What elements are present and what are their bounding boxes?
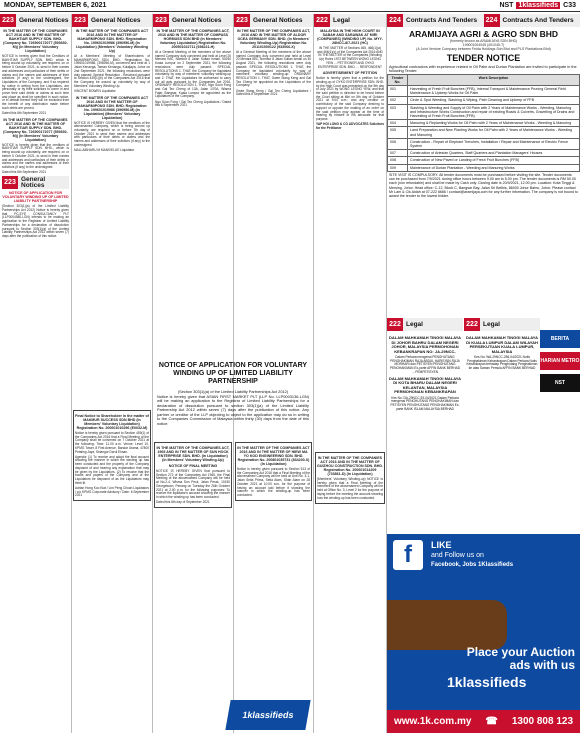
column-3-lower <box>153 440 233 733</box>
legal-notice: DALAM MAHKAMAH TINGGI MALAYA DI JOHOR BAHRU DALAM NEGERI JOHOR, MALAYSIA PERMOHONAN KEBANKRAPAN NO: JA-29NCC- Dalam Perkara mengenai PENGHUTANG PENGHAKIMAN RAJA ABDUL HARIS BIN RAJA MORHARI dan PETISYEN PENGHUTANG PENGHAKIMAN Ex-parte AFFIN BANK BERHAD ... PEMPETISYEN DALAM MAHKAMAH TINGGI MALAYA DI KOTA BHARU DALAM NEGERI KELANTAN, MALAYSIA PERMOHONAN KEBANKRAPAN Kes No: DA-29NCC-93-04/2021 Dalam Perkara mengenai PENGHUTANG PENGHAKIMAN dan PETISYEN PENGHUTANG PENGHAKIMAN Ex-parte BANK ISLAM MALAYSIA BERHAD <box>389 335 461 411</box>
column-5-legal <box>314 14 386 733</box>
page-header <box>0 0 580 12</box>
notice: IN THE MATTER OF THE COMPANIES ACT, 1965 AND IN THE MATTER OF SUN HOCK ENTERPRISE SDN. BHD. (In Liquidation) (In Members' Voluntary Winding-Up) NOTICE OF FINAL MEETING NOTICE IS HEREBY GIVEN that pursuant to Section 272 of the Companies Act 1965, the Final Meeting of the abovenamed Company will be held at No.2-4, Wisma Sun Peck, Jalan Perak, 10150 Georgetown, Penang on Tuesday the 26th October 2021 at 2.00 p.m. for the following purposes: To receive the liquidator's account showing the manner in which the winding up has been conducted. Dated this 6th day of September 2021 <box>154 442 232 508</box>
legal-column-a <box>387 318 463 533</box>
notice: IN THE MATTER OF THE COMPANIES ACT, 2016 AND IN THE MATTER OF COMPASS HORMUSS SDN BHD (In Members' Voluntary Liquidation) Registration No. 200501022711 (698221-H) At a General Meeting of the members of the above named Company duly convened and held at Level 20 Menara IMC, Nombor 8 Jalan Sultan Ismail, 50250 Kuala Lumpur on 2 September 2021, the following resolutions were duly passed: SPECIAL RESOLUTIONS 1. THAT, the Company be liquidated voluntarily by way of members' voluntary winding-up and 2. THAT, the Liquidators be authorised to carry out all acts pursuant to the Companies Act 2016. ORDINARY RESOLUTION 1. THAT, Ngo Soon Fong and Gal Teo Cheng of 13A, Jalan 1/70A, Wisma Fajar, Bangsar, Kuala Lumpur be appointed as the Liquidators of the Company. Ngo Soon Fong / Gal Teo Cheng Liquidators / Dated this 6 September 2021 <box>155 29 231 108</box>
facebook-icon: f <box>393 540 423 570</box>
metro-logo: HARIAN METRO <box>540 352 580 370</box>
section-header: 223 General Notices <box>234 14 313 27</box>
column-4 <box>234 14 313 366</box>
table-row: 001 Harvesting of Fresh Fruit Bunches (FFB), Internal Transport & Maintenance Pruning General Field Maintenance & Upkeep Works for Oil Palm <box>388 86 580 97</box>
tender-notice: 224 Contracts And Tenders 224 Contracts And Tenders ARAMIJAYA AGRI & AGRO SDN BHD (formerly known as ARAMIJAYA SDN BHD) 199001004045 (401045-T) (A Joint Venture Company between Felda Holdings Sdn Bhd and PLS Plantations Bhd) TENDER NOTICE Agricultural contractors with experience related in Oil Palm and Durian Plantation are invited to participate in the following Tender: Tender No. Work Description 001 Harvesting of Fresh Fruit Bunches (FFB), Internal Transport & Maintenance Pruning General Field Maintenance & Upkeep Works for Oil Palm 002 Circle & Spot Weeding, Slashing & Wiping, Path Cleaning and Upkeep of FFB 003 Slashing & Weeding and Supply of Oil Palm with 2 Years of Maintenance Works - Weeding, Manuring and Infrastructure Works Construction and repair of existing Roads & Culverts, Gravelling of Drains and Harvesting of Fresh Fruit Bunches (FFB) 004 Manuring & Replanting Works for Oil Palm with 2 Years of Maintenance Works - Weeding & Manuring 005 Land Preparation and New Planting Works for Oil Palm with 2 Years of Maintenance Works - Weeding and Manuring 006 Construction - Repair of Elephant Trenches, Installation / Repair and Maintenance of Electric Fence System 007 Construction of Artesian Quarters, Staff Quarters and Plantation Managers' Houses 008 Construction of New Paved or Landing of Fresh Fruit Bunches (FFB) 009 Maintenance of Durian Plantation - Weeding and Manuring Works SITE VISIT IS COMPULSORY. All tender documents must be purchased before visiting the site. Tender documents can be purchased from 7/9/2021 during office hours between 9.00 am to 5.00 pm. The tender documents is RM 50.00 each (non refundable) and shall be made by Cash only. Closing date is 20/9/2021, 12.00 pm. Location: Kota Tinggi & Mersing, Johor. Head office: C-12, Block C, Bangsar Bay, Jalan Sri Belibis, 86000 Johor Bahru, Johor. Please contact Mr Lam & Cik Aidah at 07-222 6666 / contact@aramijaya.com for any further information. The company is not bound to award the tender to the lowest bidder. <box>387 14 580 200</box>
notice: IN THE MATTER OF THE COMPANIES ACT, 2016 AND IN THE MATTER OF ALDOR OCEA GERMANY SDN. BHD. (In Members' Voluntary Winding-Up) Registration No. 201101000122 (933066-X) At a General Meeting of the members of the above named Company duly convened and held at Level 20 Menara IMC, Nombor 8 Jalan Sultan Ismail on 30 August 2021, the following resolutions were duly passed: SPECIAL RESOLUTIONS 1. THAT, the Company be liquidated voluntarily by way of members' voluntary winding-up. ORDINARY RESOLUTION 1. THAT, Gwee Siang Keng and Gal Teo Cheng be appointed as the Liquidators of the Company. Gwee Siang Keng / Gal Teo Cheng Liquidators / Dated this 6 September 2021 <box>236 29 311 97</box>
company-name: ARAMIJAYA AGRI & AGRO SDN BHD <box>408 29 559 39</box>
table-row: 007 Construction of Artesian Quarters, Staff Quarters and Plantation Managers' Houses <box>388 150 580 157</box>
table-row: 008 Construction of New Paved or Landing of Fresh Fruit Bunches (FFB) <box>388 157 580 164</box>
auction-ad[interactable]: f LIKE and Follow us on Facebook, Jobs 1Klassifieds Place your Auction ads with us 1klassifieds www.1k.com.my ☎ 1300 808 123 <box>387 534 580 733</box>
nst-logo: NST <box>540 374 580 392</box>
section-header: 223 General Notices <box>153 14 233 27</box>
klassifieds-logo: 1klassifieds <box>225 700 310 730</box>
notice: IN THE MATTER OF THE COMPANIES ACT 2016 AND IN THE MATTER OF BAKHTIAR SUPPLY SDN. BHD. (Company No. 726900172077 (593692-M)) (In Members' Voluntary Liquidation) NOTICE is hereby given that the Creditors of BAKHTIAR SUPPLY SDN. BHD. which is being wound up voluntarily, are required, on or before 5 October 2021, to send in their names and addresses and particulars of their debts or claims and the names and addresses of their solicitors (if any) to the undersigned, the Liquidators of the Company, and if so required by notice in writing from the Liquidators, are personally or by their solicitors to come in and prove their said debts or claims at such time and place as shall be specified in such notice, or in default thereof they will be excluded from the benefit of any distribution made before such debts are proved. Dated this 6th September 2021 IN THE MATTER OF THE COMPANIES ACT 2016 AND IN THE MATTER OF BAKHTIAR SUPPLY SDN. BHD. (Company No. 726900172077 (593692-M)) (In Members' Voluntary Liquidation) NOTICE is hereby given that the creditors of BAKHTIAR SUPPLY SDN. BHD., which is being wound up voluntarily, are required, on or before 5 October 2021, to send in their names and addresses and particulars of their debts or claims and the names and addresses of their solicitors (if any) to the undersigned. Dated this 6th September 2021 223 General Notices NOTICE OF APPLICATION FOR VOLUNTARY WINDING UP OF LIMITED LIABILITY PARTNERSHIP (Section 303(1)(a) of the Limited Liability Partnerships Act 2012) Notice is hereby given that PC-EYE CONSULTANCY PLT (LLP0004580-LGN) intends to be making an application to the Registrar of Limited Liability Partnerships for a declaration of dissolution pursuant to Section 303(1)(a) of the Limited Liability Partnerships Act 2012 within seven (7) days after the publication of this notice. <box>2 29 69 238</box>
section-header: 224 Contracts And Tenders 224 Contracts And Tenders <box>387 14 580 27</box>
phone-icon: ☎ <box>485 716 498 727</box>
table-row: 004 Manuring & Replanting Works for Oil Palm with 2 Years of Maintenance Works - Weeding & Manuring <box>388 120 580 127</box>
site-visit-note: SITE VISIT IS COMPULSORY. All tender documents must be purchased before visiting the site. Tender documents can be purchased from 7/9/2021 during office hours between 9.00 am to 5.00 pm. The tender documents is RM 50.00 each (non refundable) and shall be made by Cash only. Closing date is 20/9/2021, 12.00 pm. Location: Kota Tinggi & Mersing, Johor. Head office: C-12, Block C, Bangsar Bay, Jalan Sri Belibis, 86000 Johor Bahru, Johor. Please contact Mr Lam & Cik Aidah at 07-222 6666 / contact@aramijaya.com for any further information. The company is not bound to award the tender to the lowest bidder. <box>389 172 578 199</box>
page-number: NST 1klassifieds C33 <box>499 2 576 9</box>
table-row: 003 Slashing & Weeding and Supply of Oil Palm with 2 Years of Maintenance Works - Weeding, Manuring and Infrastructure Works Construction and repair of existing Roads & Culverts, Gravelling of Drains and Harvesting of Fresh Fruit Bunches (FFB) <box>388 104 580 120</box>
legal-column-b <box>464 318 540 533</box>
table-row: 005 Land Preparation and New Planting Works for Oil Palm with 2 Years of Maintenance Works - Weeding and Manuring <box>388 127 580 138</box>
section-header: 223 General Notices <box>0 14 71 27</box>
page-date: MONDAY, SEPTEMBER 6, 2021 <box>4 2 107 9</box>
notice: IN THE MATTER OF THE COMPANIES ACT 2016 AND IN THE MATTER OF GUIZHOU CONSTRUCTION SDN. BHD. Registration No. 200601014209 (733861-D) (In Liquidation) (Members' Voluntary Winding-up) NOTICE is hereby given that a Final Meeting of the members of the abovenamed Company will be held at Office No. 3, Level 2 for the purpose of laying before the meeting the account showing how the winding-up has been conducted. <box>315 452 385 504</box>
legal-notice: DALAM MAHKAMAH TINGGI MALAYA DI KUALA LUMPUR DALAM WILAYAH PERSEKUTUAN KUALA LUMPUR, MALAYSIA Kes No: WA-29NCC-256-04/2021 Notis Penghakiman Kebankrapan Dalam Perkara Notis Kebankrapan terhadap Penghutang Penghakiman ke atas Saman Pemula AFFIN BANK BERHAD <box>466 335 538 371</box>
gavel-image <box>387 600 507 650</box>
table-row: 002 Circle & Spot Weeding, Slashing & Wiping, Path Cleaning and Upkeep of FFB <box>388 97 580 104</box>
section-header: 223 General Notices <box>2 176 69 189</box>
notice: IN THE MATTER OF THE COMPANIES ACT 2016 AND IN THE MATTER OF HIEW MA YO KOD ENGINEERING SDN. BHD. Registration No. 200801035731 (834230-X) (In Liquidation) Notice is hereby given pursuant to Section 513 of the Companies Act 2016 that a Final Meeting of the abovenamed Company will be held at Unit No. 3-1, Jalan Setia Prima, Setia Alam, Shah Alam on 28 October 2021 at 10.00 a.m. for the purpose of having an account laid before it showing the manner in which the winding-up has been conducted. <box>235 442 312 501</box>
ad-headline: Place your Auction ads with us <box>466 645 575 672</box>
section-header: 222 Legal <box>314 14 386 27</box>
column-4-lower <box>234 440 313 695</box>
legal-notice: MALAYSIA IN THE HIGH COURT IN SABAH AND SARAWAK AT MIRI (COMPANIES) (WINDING UP) No. MYY-28NCC-8/7-2021 (HC) IN THE MATTER of Sections 465, 466(1)(a) and 466(1)(c) of the Companies Act 2016 AND IN THE MATTER of the Companies (Winding Up) Rules 1972 BETWEEN WONG LEONG YEW ... PETITIONER AND OYKO ENTERPRISE SDN. BHD. ... RESPONDENT ADVERTISEMENT OF PETITION Notice is hereby given that a petition for the winding-up of OYKO ENTERPRISE SDN. BHD. by the High Court was presented on the 5th day of July 2021 by WONG LEONG YEW, and that the said petition is directed to be heard before the Court sitting at Miri on 5th day of October 2021 at 9.00 a.m.; and any creditor or contributory of the said Company desiring to support or oppose the making of an order on the said petition may appear at the time of hearing by himself or his advocate for that purpose. YAP HOI LONG & CO ADVOCATES Solicitors for the Petitioner <box>316 29 384 130</box>
section-header: 222 Legal <box>464 318 540 331</box>
contact-bar <box>387 710 580 733</box>
llp-winding-up-notice: NOTICE OF APPLICATION FOR VOLUNTARY WINDING UP OF LIMITED LIABILITY PARTNERSHIP (Section 303(1)(a) of the Limited Liability Partnerships Act 2012) Notice is hereby given that ASIAN FIRST MARKET PLT (LLP No. LLP0003136-LGN) will be making an application to the Registrar of Limited Liability Partnerships for a declaration of dissolution pursuant to section 303(1)(a) of the Limited Liability Partnership Act 2012 within seven (7) days after the publication of this notice. Any partner or creditor of the LLP objecting to object to the application may do so in writing to the Companies Commission of Malaysia within thirty (30) days from the date of this notice. <box>157 362 309 426</box>
website-link[interactable]: www.1k.com.my <box>393 716 472 727</box>
column-3 <box>153 14 233 366</box>
notice: Final Notice to Shareholder In the matter of MAKMUR SUCCESS SDN BHD (In Members' Voluntary Liquidation) Registration No. 200601010296 (E0032-M) Notice is hereby given pursuant to Section 459(1) of the Companies Act 2016 that a Final Meeting of the Company shall be convened on 7 October 2021 at the following: Time: 11.00 a.m. Venue: Level 10, KPMG Tower, 8 First Avenue, Bandar Utama, 47800 Petaling Jaya, Selangor Darul Ehsan. Agenda: (1) To receive and adopt the final account showing the manner in which the winding up has been conducted and the property of the Company disposed of and hearing any explanation that may be given by the Liquidators. (2) To resolve that the books and papers of the Company and of the Liquidators be disposed of as the Liquidators may think fit. Adrian Hong Koo Kiat / Lim Peng Chuan Liquidators / c/o KPMG Corporate Advisory / Date: 6 September 2021 <box>73 410 151 501</box>
section-header: 223 General Notices <box>72 14 152 27</box>
klassifieds-logo: 1klassifieds <box>447 674 527 690</box>
column-1 <box>0 14 71 733</box>
table-row: 009 Maintenance of Durian Plantation - Weeding and Manuring Works <box>388 164 580 171</box>
tender-table: Tender No. Work Description 001 Harvesting of Fresh Fruit Bunches (FFB), Internal Transport & Maintenance Pruning General Field Maintenance & Upkeep Works for Oil Palm 002 Circle & Spot Weeding, Slashing & Wiping, Path Cleaning and Upkeep of FFB 003 Slashing & Weeding and Supply of Oil Palm with 2 Years of Maintenance Works - Weeding, Manuring and Infrastructure Works Construction and repair of existing Roads & Culverts, Gravelling of Drains and Harvesting of Fresh Fruit Bunches (FFB) 004 Manuring & Replanting Works for Oil Palm with 2 Years of Maintenance Works - Weeding & Manuring 005 Land Preparation and New Planting Works for Oil Palm with 2 Years of Maintenance Works - Weeding and Manuring 006 Construction - Repair of Elephant Trenches, Installation / Repair and Maintenance of Electric Fence System 007 Construction of Artesian Quarters, Staff Quarters and Plantation Managers' Houses 008 Construction of New Paved or Landing of Fresh Fruit Bunches (FFB) 009 Maintenance of Durian Plantation - Weeding and Manuring Works <box>387 74 580 172</box>
column-2 <box>72 14 152 733</box>
notice: IN THE MATTER OF THE COMPANIES ACT 2016 AND IN THE MATTER OF MAHARMIPONG SDN. BHD. Registration No. 199601019986 (396956-M) (In Liquidation) (Members' Voluntary Winding Up) At a Members' Meeting of Shareholders of MAHARMIPONG SDN. BHD., Registration No. 199601019986, (396956-M), convened and held at 1 Jalan Kenanga, Taman Kenanga, Kulaijaya, Johor on 2nd September 2021, the following resolutions were duly passed: Special Resolution - Resolved pursuant to Section 439(1)(b) of the Companies Act 2016 that the Company be wound up voluntarily by way of Members' Voluntary Winding Up. VINCENT BOWEN Liquidator IN THE MATTER OF THE COMPANIES ACT 2016 AND IN THE MATTER OF MAHARMIPONG SDN. BHD. Registration No. 199601019986 (396956-M) (In Liquidation) (Members' Voluntary Liquidation) NOTICE IS HEREBY GIVEN that the creditors of the abovenamed Company, which is being wound up voluntarily, are required on or before 7th day of October 2021 to send their names and addresses with particulars of their debts or claims and the names and addresses of their solicitors (if any) to the undersigned. MALLAIBHARU M MANIVELUE Liquidator <box>74 29 150 152</box>
side-logos <box>540 330 580 396</box>
berita-logo: BERITA <box>540 330 580 348</box>
table-row: 006 Construction - Repair of Elephant Trenches, Installation / Repair and Maintenance of Electric Fence System <box>388 138 580 149</box>
section-header: 222 Legal <box>387 318 463 331</box>
tender-title: TENDER NOTICE <box>446 53 521 63</box>
phone-number[interactable]: 1300 808 123 <box>511 716 573 727</box>
